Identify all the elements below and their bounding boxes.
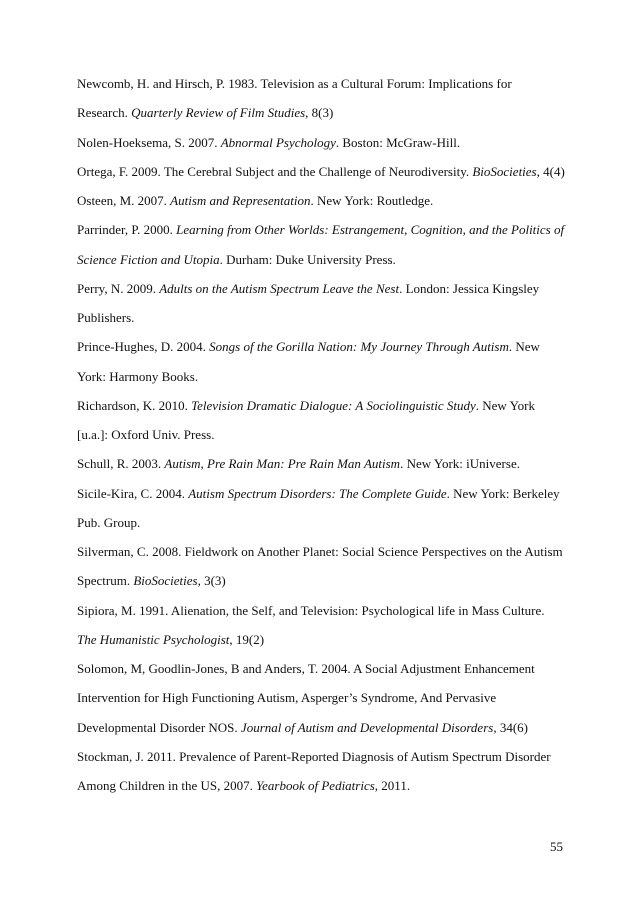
reference-text: Pub. Group. (77, 514, 141, 530)
page-number: 55 (550, 839, 563, 854)
reference-line (77, 362, 577, 391)
reference-line (77, 69, 577, 98)
reference-line (77, 245, 577, 274)
reference-line (77, 654, 577, 683)
reference-italic-text: Adults on the Autism Spectrum Leave the Nest (159, 280, 400, 296)
reference-text: . New York: Berkeley (446, 485, 560, 501)
reference-text: Schull, R. 2003. (77, 456, 165, 472)
reference-text: 3(3) (200, 573, 226, 589)
reference-line (77, 508, 577, 537)
reference-line (77, 215, 577, 244)
reference-italic-text: Yearbook of Pediatrics (256, 778, 375, 793)
reference-text: Research. (77, 105, 132, 121)
reference-text: , 8(3) (305, 105, 334, 121)
reference-text: Perry, N. 2009. (77, 280, 160, 296)
reference-text: Publishers. (77, 310, 135, 325)
reference-text: Nolen-Hoeksema, S. 2007. (77, 134, 221, 150)
reference-text: Parrinder, P. 2000. (77, 222, 177, 238)
reference-italic-text: Quarterly Review of Film Studies (131, 105, 306, 121)
reference-text: Spectrum. (77, 573, 134, 589)
reference-text: . New (508, 339, 540, 355)
reference-text: , 19(2) (229, 631, 265, 647)
reference-line (77, 391, 577, 420)
reference-line (77, 771, 577, 800)
reference-italic-text: Autism Spectrum Disorders: The Complete Guide (188, 485, 447, 501)
reference-text: Silverman, C. 2008. Fieldwork on Another Planet: Social Science Perspectives on the Autism (77, 544, 563, 559)
reference-line (77, 274, 577, 303)
reference-line (77, 742, 577, 771)
reference-line (77, 683, 577, 712)
reference-line (77, 303, 577, 332)
reference-line (77, 98, 577, 127)
reference-text: . New York (475, 397, 535, 413)
reference-text: . New York: Routledge. (310, 193, 434, 208)
reference-text: York: Harmony Books. (77, 368, 199, 384)
reference-text: 34(6) (496, 719, 528, 735)
reference-text: . New York: iUniverse. (400, 456, 520, 472)
reference-italic-text: BioSocieties, (133, 573, 201, 589)
reference-text: Prince-Hughes, D. 2004. (77, 339, 210, 355)
reference-line (77, 128, 577, 157)
reference-italic-text: Autism, Pre Rain Man: Pre Rain Man Autism (164, 456, 401, 472)
reference-text: . London: Jessica Kingsley (399, 280, 540, 296)
reference-text: Sicile-Kira, C. 2004. (77, 485, 189, 501)
reference-text: . Durham: Duke University Press. (219, 251, 396, 267)
reference-line (77, 186, 577, 215)
reference-text: . Boston: McGraw-Hill. (335, 134, 461, 150)
reference-text: Ortega, F. 2009. The Cerebral Subject and the Challenge of Neurodiversity. (77, 163, 473, 179)
reference-line (77, 157, 577, 186)
reference-italic-text: Abnormal Psychology (220, 134, 336, 150)
reference-italic-text: Autism and Representation (170, 193, 311, 208)
reference-text: Newcomb, H. and Hirsch, P. 1983. Television as a Cultural Forum: Implications for (77, 76, 512, 91)
reference-italic-text: Learning from Other Worlds: Estrangement, Cognition, and the Politics of (176, 222, 565, 238)
reference-text: , 2011. (374, 778, 411, 793)
reference-line (77, 713, 577, 742)
reference-italic-text: Science Fiction and Utopia (77, 251, 220, 267)
reference-text: , 4(4) (536, 163, 565, 179)
reference-text: Among Children in the US, 2007. (77, 778, 257, 793)
reference-italic-text: BioSocieties (472, 163, 537, 179)
reference-text: Osteen, M. 2007. (77, 193, 171, 208)
reference-line (77, 596, 577, 625)
reference-line (77, 449, 577, 478)
reference-text: Richardson, K. 2010. (77, 397, 192, 413)
reference-text: Sipiora, M. 1991. Alienation, the Self, and Television: Psychological life in Mass Culture. (77, 602, 545, 618)
reference-italic-text: Television Dramatic Dialogue: A Sociolinguistic Study (191, 397, 476, 413)
reference-italic-text: Journal of Autism and Developmental Disorders, (240, 719, 497, 735)
reference-line (77, 479, 577, 508)
reference-italic-text: The Humanistic Psychologist (77, 631, 230, 647)
reference-text: Solomon, M, Goodlin-Jones, B and Anders, T. 2004. A Social Adjustment Enhancement (77, 661, 535, 676)
reference-list (77, 69, 577, 800)
reference-line (77, 625, 577, 654)
reference-text: Intervention for High Functioning Autism, Asperger’s Syndrome, And Pervasive (77, 690, 497, 706)
reference-text: Stockman, J. 2011. Prevalence of Parent-Reported Diagnosis of Autism Spectrum Disorder (77, 748, 551, 764)
reference-line (77, 537, 577, 566)
reference-line (77, 566, 577, 595)
reference-line (77, 420, 577, 449)
reference-text: Developmental Disorder NOS. (77, 719, 241, 735)
reference-line (77, 332, 577, 361)
reference-text: [u.a.]: Oxford Univ. Press. (77, 427, 215, 442)
reference-italic-text: Songs of the Gorilla Nation: My Journey Through Autism (209, 339, 509, 355)
